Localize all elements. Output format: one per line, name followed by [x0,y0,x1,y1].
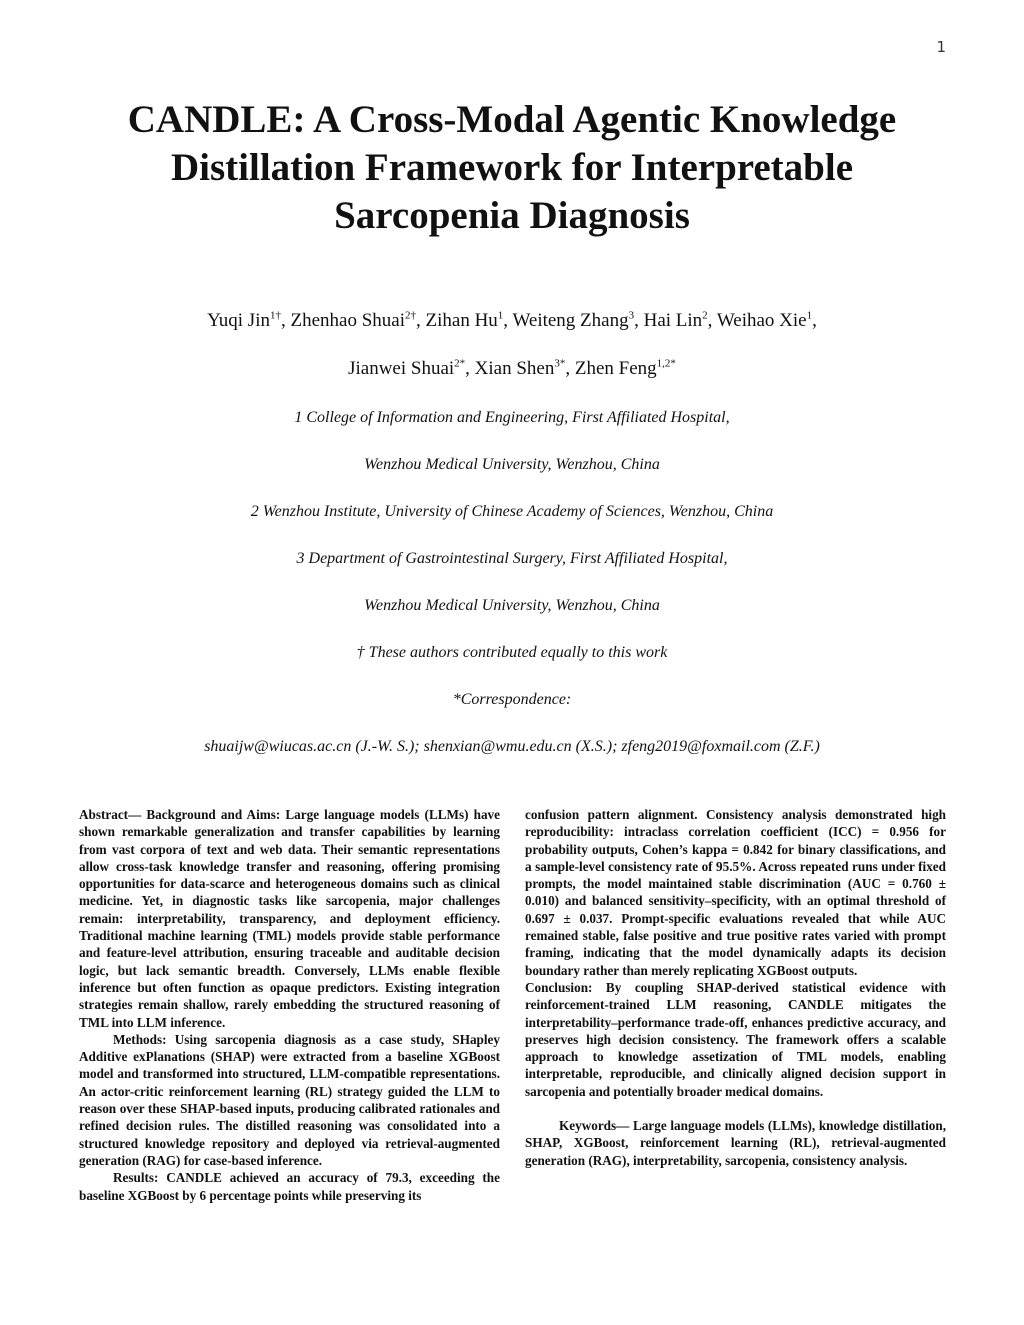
author-affil-mark: 1† [269,309,281,322]
author-affil-mark: 3* [554,357,566,370]
author-affil-mark: 2 [702,309,708,322]
author-line-1: Yuqi Jin$^{1\dagger}$, Zhenhao Shuai$^{2\dagger}$, Zihan Hu$^1$, Weiteng Zhang$^3$, Hai Lin$^2$, Weihao Xie$^1$, [207,309,817,331]
abstract-results-start: Results: CANDLE achieved an accuracy of 79.3, exceeding the baseline XGBoost by 6 percentage points while preserving its [79,1170,500,1203]
affiliation-1-line-1: 1 College of Information and Engineering, First Affiliated Hospital, [294,409,730,426]
affiliation-2: 2 Wenzhou Institute, University of Chinese Academy of Sciences, Wenzhou, China [250,503,774,520]
correspondence-label: *Correspondence: [452,691,572,708]
abstract-results-continued: confusion pattern alignment. Consistency analysis demonstrated high reproducibility: intraclass correlation coefficient (ICC) = 0.956 for probability outputs, Cohen’s kappa = 0.842 for binary classifications, and a sample-level consistency rate of 95.5%. Across repeated runs under fixed prompts, the model maintained stable discrimination (AUC = 0.760 ± 0.010) and balanced sensitivity–specificity, with an optimal threshold of 0.697 ± 0.037. Prompt-specific evaluations revealed that while AUC remained stable, false positive and true positive rates varied with prompt framing, indicating that the model dynamically adapts its decision boundary rather than merely replicating XGBoost outputs. [525,807,946,978]
title-line: Distillation Framework for Interpretable [170,146,854,189]
abstract-conclusion: Conclusion: By coupling SHAP-derived statistical evidence with reinforcement-trained LLM reasoning, CANDLE mitigates the interpretability–performance trade-off, enhances predictive accuracy, and preserves high decision consistency. The framework offers a scalable approach to knowledge assetization of TML models, enabling interpretable, reproducible, and clinically aligned decision support in sarcopenia and potentially broader medical domains. [525,979,946,1099]
author-affil-mark: 1 [497,309,504,322]
author-name: Zhen Feng [574,358,657,379]
author-name: Weihao Xie [716,310,807,331]
title-line: Sarcopenia Diagnosis [334,194,690,237]
author-affil-mark: 3 [628,309,635,322]
affiliation-3-line-1: 3 Department of Gastrointestinal Surgery, First Affiliated Hospital, [296,550,728,567]
abstract-methods: Methods: Using sarcopenia diagnosis as a case study, SHapley Additive exPlanations (SHAP) were extracted from a baseline XGBoost model and transformed into structured, LLM-compatible representations. An actor-critic reinforcement learning (RL) strategy guided the LLM to reason over these SHAP-based inputs, producing calibrated rationales and refined decision rules. The distilled reasoning was consolidated into a structured knowledge repository and deployed via retrieval-augmented generation (RAG) for case-based inference. [79,1031,500,1168]
author-name: Hai Lin [643,310,703,331]
abstract-background: Abstract— Background and Aims: Large language models (LLMs) have shown remarkable generalization and transfer capabilities by learning from vast corpora of text and web data. Their semantic representations allow cross-task knowledge transfer and reasoning, offering promising opportunities for data-scarce and heterogeneous domains such as clinical medicine. Yet, in diagnostic tasks like sarcopenia, major challenges remain: interpretability, transparency, and deployment efficiency. Traditional machine learning (TML) models provide stable performance and feature-level attribution, ensuring traceable and auditable decision logic, but lack semantic breadth. Conversely, LLMs enable flexible inference but often function as opaque predictors. Existing integration strategies remain shallow, rarely embedding the structured reasoning of TML into LLM inference. [79,807,500,1030]
keywords: Keywords— Large language models (LLMs), knowledge distillation, SHAP, XGBoost, reinforcement learning (RL), retrieval-augmented generation (RAG), interpretability, sarcopenia, consistency analysis. [525,1118,946,1168]
author-affil-mark: 1,2* [656,357,676,370]
author-affil-mark: 2* [454,357,466,370]
author-name: Weiteng Zhang [512,310,629,331]
page-number: 1 [936,38,946,56]
paper-title [60,96,964,240]
abstract-column-left [79,806,500,1204]
title-line: CANDLE: A Cross-Modal Agentic Knowledge [127,98,897,141]
affiliation-3-line-2: Wenzhou Medical University, Wenzhou, China [364,597,660,614]
author-name: Zhenhao Shuai [290,310,405,331]
author-line-2: Jianwei Shuai$^{2*}$, Xian Shen$^{3*}$, Zhen Feng$^{1,2*}$ [348,357,676,379]
abstract-column-right [525,806,946,1169]
equal-contribution-note: † These authors contributed equally to this work [356,644,668,661]
author-affil-mark: 2† [405,309,416,322]
author-name: Xian Shen [474,358,555,379]
correspondence-emails: shuaijw@wiucas.ac.cn (J.-W. S.); shenxian@wmu.edu.cn (X.S.); zfeng2019@foxmail.com (Z.F.) [204,738,820,755]
author-name: Zihan Hu [425,310,498,331]
author-name: Jianwei Shuai [348,358,455,379]
affiliation-1-line-2: Wenzhou Medical University, Wenzhou, China [364,456,660,473]
author-affil-mark: 1 [806,309,813,322]
author-name: Yuqi Jin [207,310,270,331]
